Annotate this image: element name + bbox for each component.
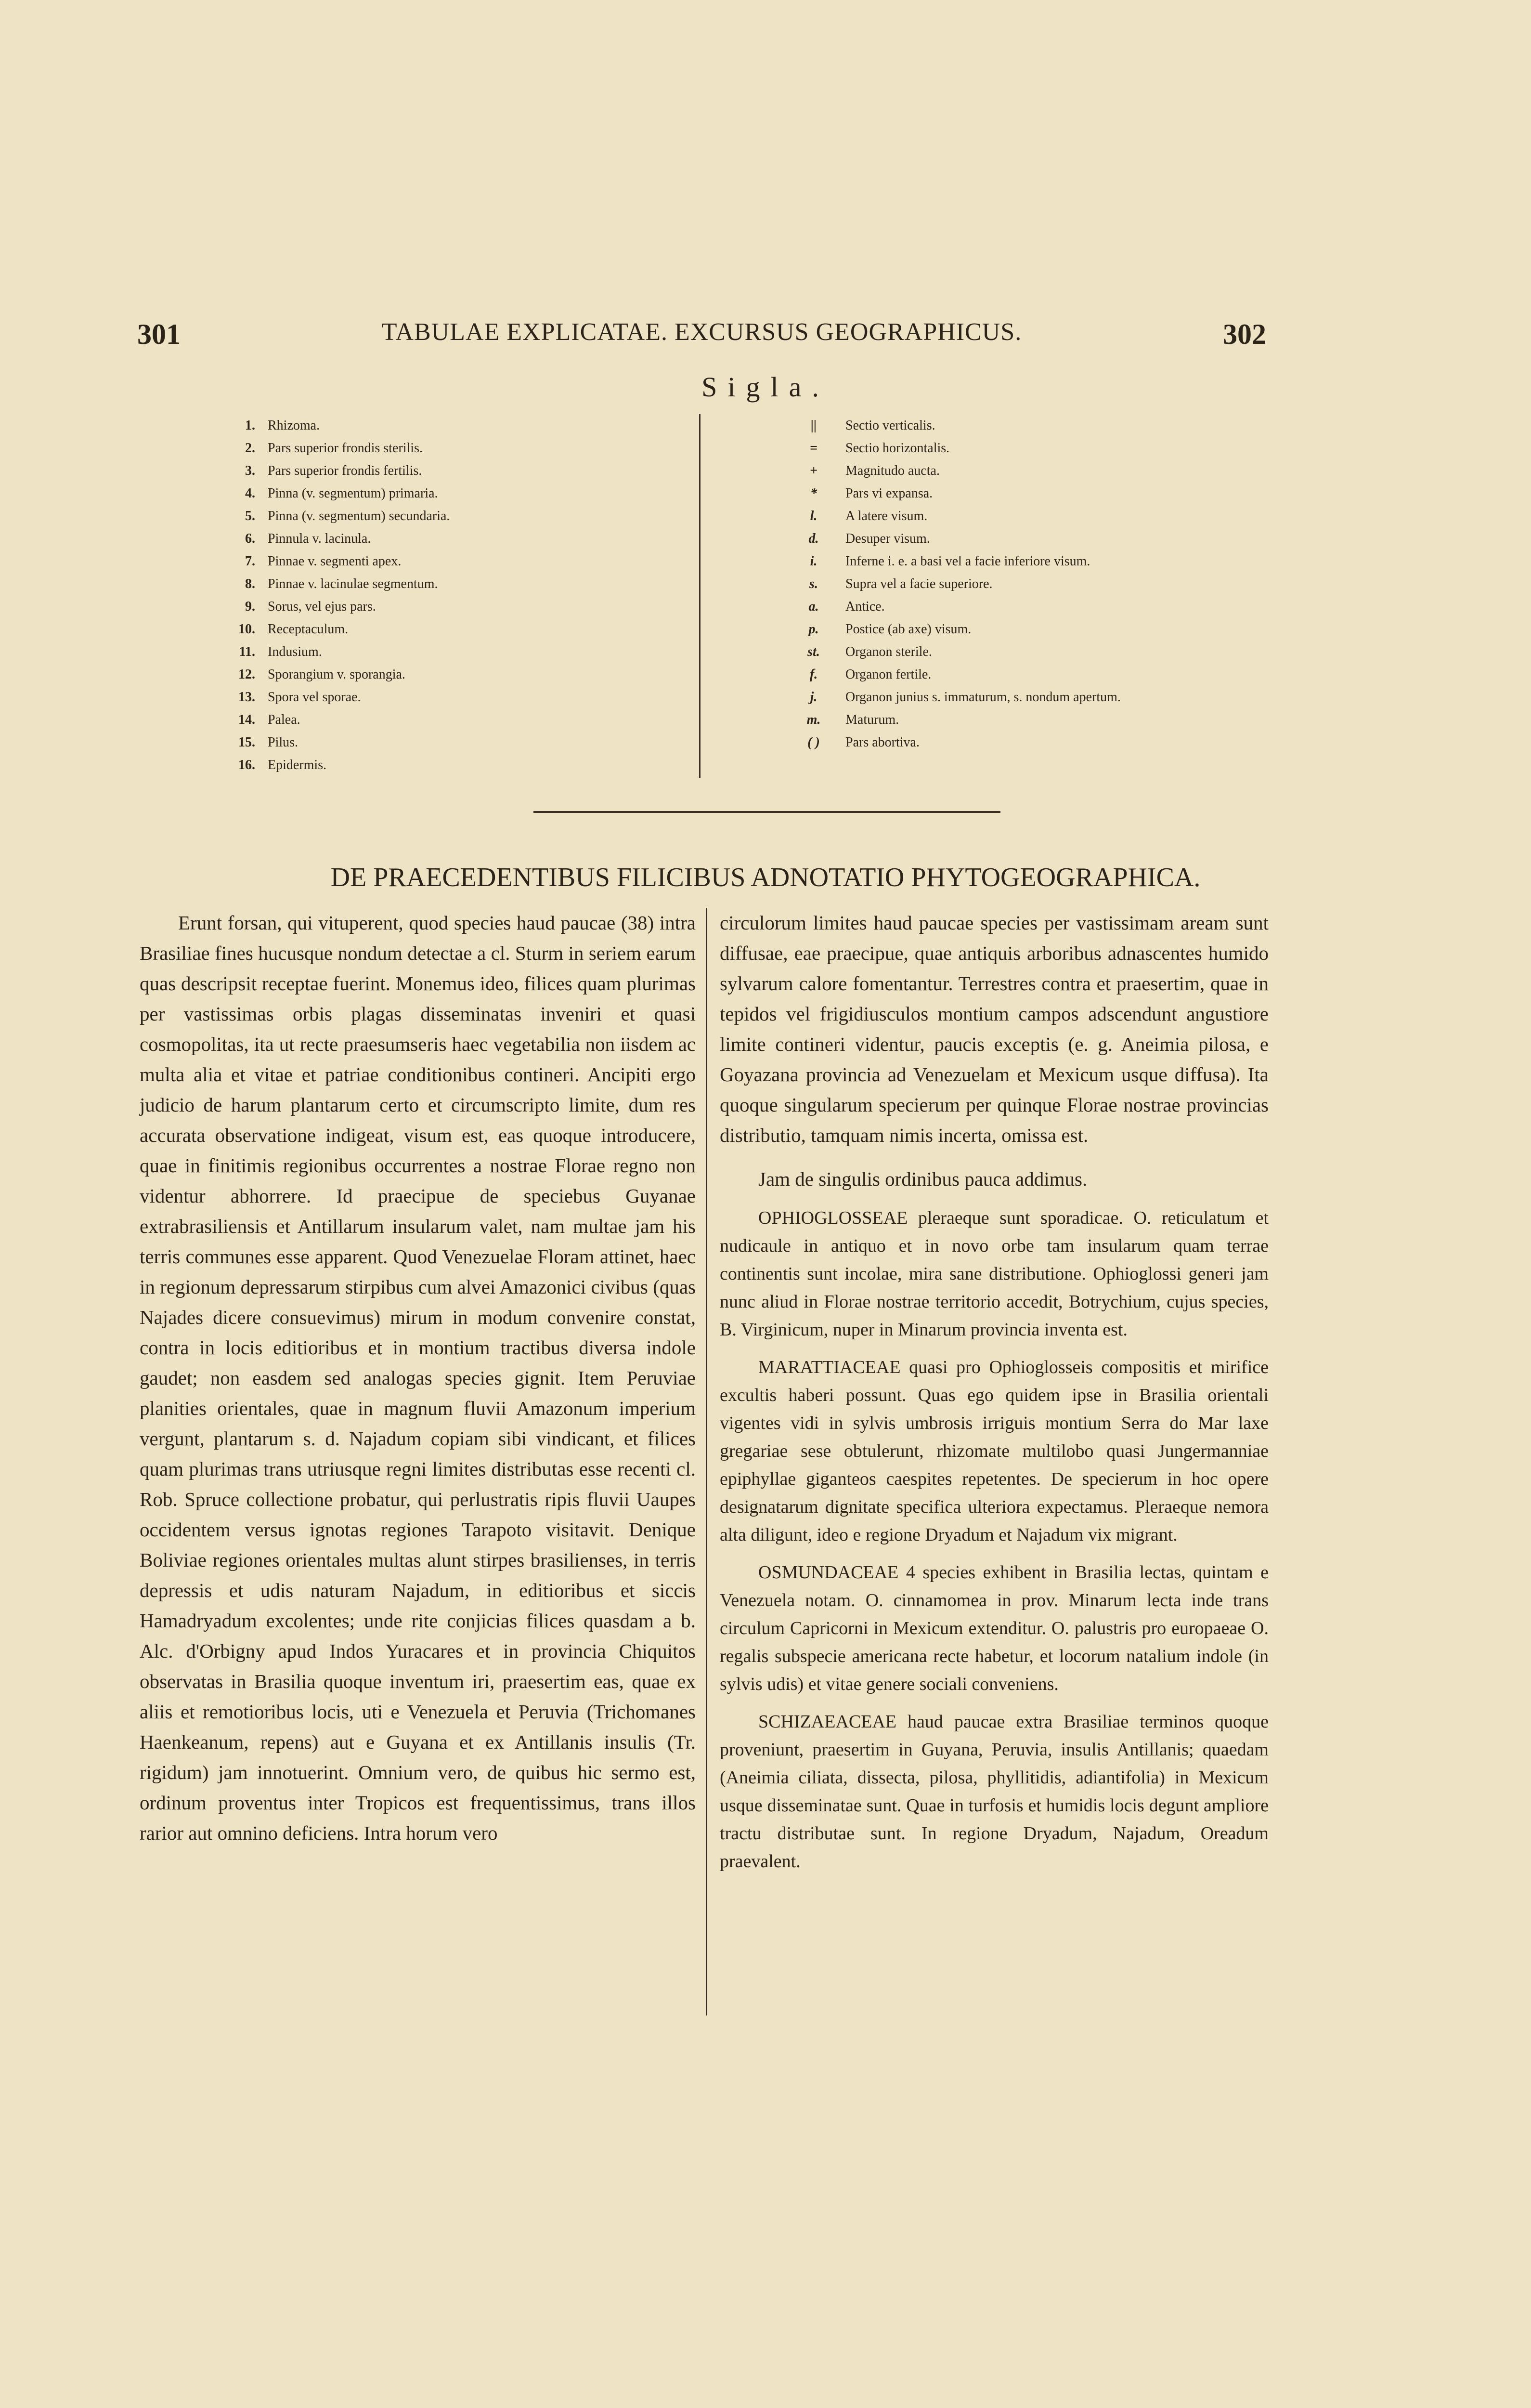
sigla-symbol-item <box>790 576 1367 599</box>
sigla-symbol: m. <box>806 712 821 727</box>
sigla-divider <box>699 414 701 778</box>
sigla-symbol: i. <box>810 554 817 569</box>
sigla-text: Pinnae v. lacinulae segmentum. <box>268 576 438 591</box>
sigla-symbol-item <box>790 690 1367 712</box>
sigla-text: Indusium. <box>268 644 322 659</box>
sigla-item <box>217 690 698 712</box>
sigla-text: Pinnae v. segmenti apex. <box>268 554 402 569</box>
sigla-number: 2. <box>245 441 255 456</box>
sigla-symbol-item <box>790 486 1367 509</box>
sigla-item <box>217 486 698 509</box>
sigla-symbol: || <box>810 418 817 433</box>
sigla-text: A latere visum. <box>845 509 928 523</box>
sigla-item <box>217 758 698 780</box>
sigla-text: Organon sterile. <box>845 644 932 659</box>
sigla-symbol: j. <box>810 690 817 705</box>
sigla-number: 4. <box>245 486 255 501</box>
sigla-text: Maturum. <box>845 712 899 727</box>
sigla-number: 6. <box>245 531 255 546</box>
sigla-text: Desuper visum. <box>845 531 930 546</box>
sigla-symbol: ( ) <box>807 735 820 750</box>
sigla-text: Pars abortiva. <box>845 735 920 750</box>
sigla-text: Sectio horizontalis. <box>845 441 950 456</box>
sigla-symbol-item <box>790 644 1367 667</box>
left-column-text: Erunt forsan, qui vituperent, quod species haud paucae (38) intra Brasiliae fines hucusque nondum detectae a cl. Sturm in seriem earum quas descripsit receptae fuerint. Monemus ideo, filices quam plurimas per vastissimas orbis plagas disseminatas inveniri et quasi cosmopolitas, ita ut recte praesumseris haec vegetabilia non iisdem ac multa alia et vitae et patriae conditionibus contineri. Ancipiti ergo judicio de harum plantarum certo et circumscripto limite, dum res accurata observatione indigeat, visum est, eas quoque introducere, quae in finitimis regionibus occurrentes a nostrae Florae regno non videntur abhorrere. Id praecipue de speciebus Guyanae extrabrasiliensis et Antillarum insularum valet, nam multae jam his terris communes esse apparent. Quod Venezuelae Floram attinet, haec in regionum depressarum stirpibus cum alvei Amazonici civibus (quas Najades dicere consuevimus) mirum in modum convenire constat, contra in locis editioribus et in montium tractibus diversa indole gaudet; non easdem sed analogas species gignit. Item Peruviae planities orientales, quae in magnum fluvii Amazonum imperium vergunt, plantarum s. d. Najadum copiam sibi vindicant, et filices quam plurimas trans utriusque regni limites distributas esse recenti cl. Rob. Spruce collectione probatur, qui perlustratis ripis fluvii Uaupes occidentem versus ignotas regiones Tarapoto visitavit. Denique Boliviae regiones orientales multas alunt stirpes brasilienses, in terris depressis et udis naturam Najadum, in editioribus et siccis Hamadryadum excolentes; unde rite conjicias filices quasdam a b. Alc. d'Orbigny apud Indos Yuracares et in provincia Chiquitos observatas in Brasilia quoque inventum iri, praesertim eas, quae ex aliis et remotioribus locis, uti e Venezuela et Peruvia (Trichomanes Haenkeanum, repens) aut e Guyana et ex Antillanis insulis (Tr. rigidum) jam innotuerint. Omnium vero, de quibus hic sermo est, ordinum proventus inter Tropicos est frequentissimus, trans illos rarior aut omnino deficiens. Intra horum vero <box>140 912 696 1844</box>
sigla-text: Pinnula v. lacinula. <box>268 531 371 546</box>
sigla-symbol: * <box>810 486 817 501</box>
sigla-symbol-item <box>790 599 1367 622</box>
sigla-item <box>217 576 698 599</box>
sigla-number: 5. <box>245 509 255 523</box>
sigla-text: Palea. <box>268 712 300 727</box>
section-osmundaceae: OSMUNDACEAE 4 species exhibent in Brasilia lectas, quintam e Venezuela notam. O. cinnamomea in prov. Minarum lecta inde trans circulum Capricorni in Mexicum extenditur. O. palustris pro europaeae O. regalis subspecie americana recte habetur, et locorum natalium indole (in sylvis udis) et vitae genere sociali conveniens. <box>720 1562 1269 1694</box>
sigla-text: Receptaculum. <box>268 622 349 637</box>
sigla-text: Supra vel a facie superiore. <box>845 576 993 591</box>
sigla-number: 9. <box>245 599 255 614</box>
sigla-symbol-list <box>790 418 1367 758</box>
page-number-left: 301 <box>137 318 181 350</box>
sigla-text: Organon junius s. immaturum, s. nondum apertum. <box>845 690 1121 705</box>
sigla-symbol-item <box>790 622 1367 644</box>
sigla-symbol-item <box>790 463 1367 486</box>
sigla-item <box>217 644 698 667</box>
sigla-number: 7. <box>245 554 255 569</box>
sigla-text: Pars vi expansa. <box>845 486 933 501</box>
sigla-symbol: f. <box>809 667 818 682</box>
sigla-item <box>217 418 698 441</box>
sigla-text: Antice. <box>845 599 885 614</box>
sigla-symbol-item <box>790 418 1367 441</box>
sigla-symbol: p. <box>808 622 819 637</box>
sigla-numbered-list <box>217 418 698 780</box>
sigla-text: Sectio verticalis. <box>845 418 935 433</box>
sigla-number: 14. <box>238 712 255 727</box>
section-ophioglosseae: OPHIOGLOSSEAE pleraeque sunt sporadicae. O. reticulatum et nudicaule in antiquo et in novo orbe tam insularum quam terrae continentis sunt incolae, mira sane distributione. Ophioglossi generi jam nunc aliud in Florae nostrae territorio accedit, Botrychium, cujus species, B. Virginicum, nuper in Minarum provincia inventa est. <box>720 1208 1269 1340</box>
sigla-item <box>217 441 698 463</box>
sigla-text: Organon fertile. <box>845 667 932 682</box>
sigla-symbol-item <box>790 712 1367 735</box>
sigla-number: 16. <box>238 758 255 772</box>
sigla-symbol-item <box>790 441 1367 463</box>
sigla-symbol: d. <box>808 531 819 546</box>
sigla-text: Spora vel sporae. <box>268 690 361 705</box>
right-column-intro: circulorum limites haud paucae species per vastissimam aream sunt diffusae, eae praecipue, quae antiquis arboribus adnascentes humido sylvarum calore fomentantur. Terrestres contra et praesertim, quae in tepidos vel frigidiusculos montium campos adscendunt angustiore limite contineri videntur, paucis exceptis (e. g. Aneimia pilosa, e Goyazana provincia ad Venezuelam et Mexicum usque diffusa). Ita quoque singularum specierum per quinque Florae nostrae provincias distributio, tamquam nimis incerta, omissa est. <box>720 912 1269 1146</box>
sigla-text: Epidermis. <box>268 758 327 772</box>
sigla-text: Pars superior frondis sterilis. <box>268 441 423 456</box>
sigla-text: Sporangium v. sporangia. <box>268 667 405 682</box>
sigla-number: 8. <box>245 576 255 591</box>
left-column <box>140 908 696 1848</box>
sigla-text: Inferne i. e. a basi vel a facie inferiore visum. <box>845 554 1090 569</box>
sigla-symbol-item <box>790 554 1367 576</box>
sigla-item <box>217 667 698 690</box>
sigla-number: 13. <box>238 690 255 705</box>
sigla-item <box>217 622 698 644</box>
sigla-symbol-item <box>790 735 1367 758</box>
sigla-symbol: = <box>810 441 817 456</box>
page-number-right: 302 <box>1223 318 1266 350</box>
right-column <box>720 908 1269 1875</box>
running-title: TABULAE EXPLICATAE. EXCURSUS GEOGRAPHICUS. <box>381 318 1022 346</box>
sigla-text: Pilus. <box>268 735 298 750</box>
sigla-item <box>217 509 698 531</box>
sigla-symbol: + <box>810 463 817 478</box>
sigla-number: 1. <box>245 418 255 433</box>
orders-intro: Jam de singulis ordinibus pauca addimus. <box>758 1168 1088 1190</box>
section-rule <box>533 811 1000 813</box>
sigla-symbol: st. <box>807 644 820 659</box>
sigla-text: Pinna (v. segmentum) secundaria. <box>268 509 450 523</box>
sigla-text: Magnitudo aucta. <box>845 463 940 478</box>
main-title: DE PRAECEDENTIBUS FILICIBUS ADNOTATIO PHYTOGEOGRAPHICA. <box>330 863 1201 892</box>
sigla-symbol: l. <box>810 509 817 523</box>
sigla-title: Sigla. <box>701 371 830 403</box>
section-schizaeaceae: SCHIZAEACEAE haud paucae extra Brasiliae terminos quoque proveniunt, praesertim in Guyana, Peruvia, insulis Antillanis; quaedam (Aneimia ciliata, dissecta, pilosa, phyllitidis, adiantifolia) in Mexicum usque disseminatae sunt. Quae in turfosis et humidis locis degunt ampliore tractu distributae sunt. In regione Dryadum, Najadum, Oreadum praevalent. <box>720 1712 1269 1871</box>
sigla-symbol: a. <box>808 599 819 614</box>
sigla-number: 15. <box>238 735 255 750</box>
sigla-item <box>217 712 698 735</box>
sigla-symbol-item <box>790 667 1367 690</box>
sigla-item <box>217 735 698 758</box>
sigla-symbol-item <box>790 531 1367 554</box>
sigla-text: Sorus, vel ejus pars. <box>268 599 376 614</box>
sigla-number: 12. <box>238 667 255 682</box>
column-divider <box>706 908 707 2015</box>
running-header <box>137 318 1266 356</box>
sigla-item <box>217 531 698 554</box>
section-marattiaceae: MARATTIACEAE quasi pro Ophioglosseis compositis et mirifice excultis haberi possunt. Quas ego quidem ipse in Brasilia orientali vigentes vidi in sylvis umbrosis irriguis montium Serra do Mar laxe gregariae sese obtulerunt, rhizomate multilobo quasi Jungermanniae epiphyllae giganteos caespites repetentes. De specierum in hoc opere designatarum dignitate specifica ulteriora expectamus. Pleraeque nemora alta diligunt, ideo e regione Dryadum et Najadum vix migrant. <box>720 1357 1269 1545</box>
sigla-text: Pinna (v. segmentum) primaria. <box>268 486 438 501</box>
sigla-number: 3. <box>245 463 255 478</box>
sigla-text: Pars superior frondis fertilis. <box>268 463 422 478</box>
sigla-number: 11. <box>239 644 255 659</box>
sigla-text: Postice (ab axe) visum. <box>845 622 972 637</box>
sigla-number: 10. <box>238 622 255 637</box>
sigla-item <box>217 463 698 486</box>
sigla-symbol: s. <box>809 576 818 591</box>
sigla-item <box>217 554 698 576</box>
sigla-symbol-item <box>790 509 1367 531</box>
sigla-item <box>217 599 698 622</box>
sigla-text: Rhizoma. <box>268 418 320 433</box>
